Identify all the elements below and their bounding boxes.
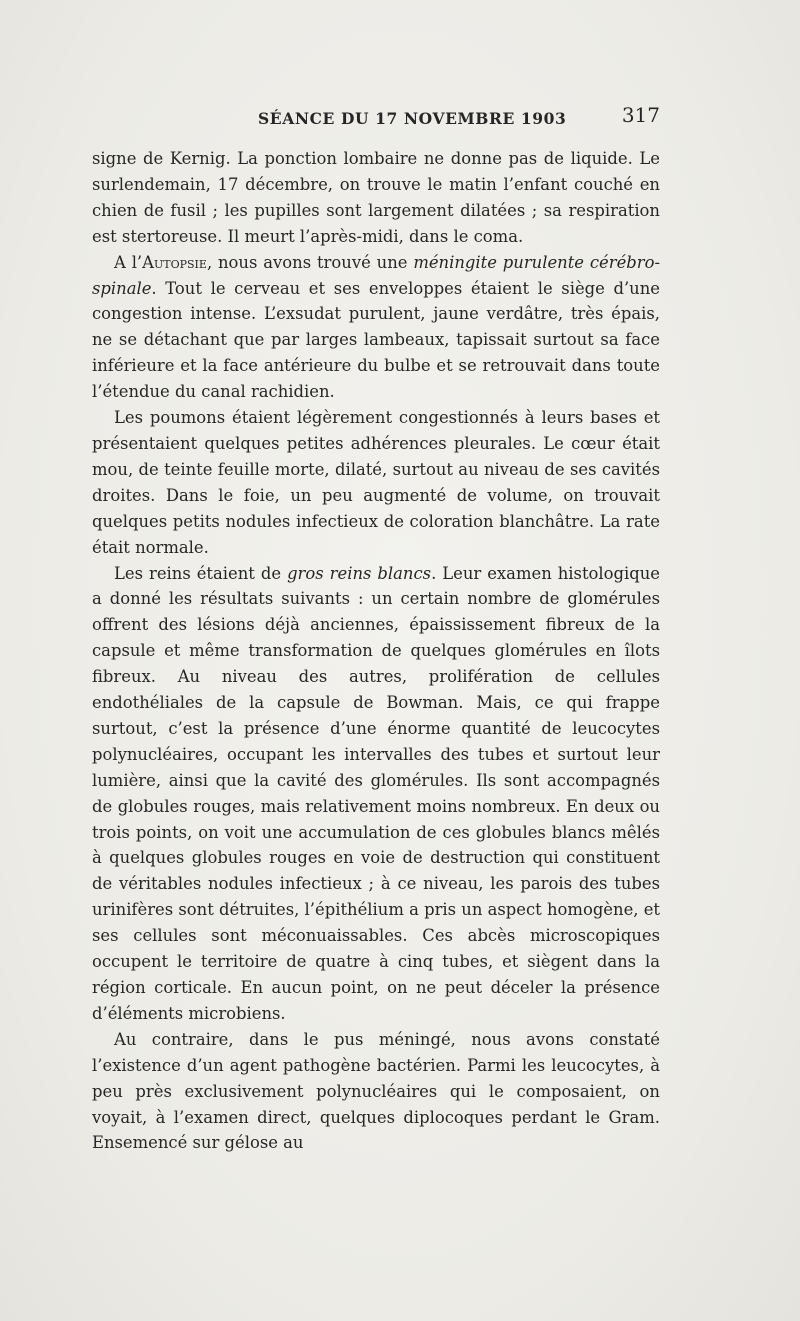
- kidneys-post: . Leur examen histologique a donné les résultats suivants : un certain nombre de glomérules offrent des lésions déjà anciennes, épaississement fibreux de la capsule et même transformation de quelques glomérules en îlots fibreux. Au niveau des autres, prolifération de cellules endothéliales de la capsule de Bowman. Mais, ce qui frappe surtout, c’est la présence d’une énorme quantité de leucocytes polynucléaires, occupant les intervalles des tubes et surtout leur lumière, ainsi que la cavité des glomérules. Ils sont accompagnés de globules rouges, mais relativement moins nombreux. En deux ou trois points, on voit une accumulation de ces globules blancs mêlés à quelques globules rouges en voie de destruction qui constituent de véritables nodules infectieux ; à ce niveau, les parois des tubes urinifères sont détruites, l’épithélium a pris un aspect homogène, et ses cellules sont méconuaissables. Ces abcès microscopiques occupent le territoire de quatre à cinq tubes, et siègent dans la région corticale. En aucun point, on ne peut déceler la présence d’éléments microbiens.: [92, 563, 660, 1023]
- paragraph-2: [92, 250, 660, 405]
- paragraph-3: Les poumons étaient légèrement congestionnés à leurs bases et présentaient quelques petites adhérences pleurales. Le cœur était mou, de teinte feuille morte, dilaté, surtout au niveau de ses cavités droites. Dans le foie, un peu augmenté de volume, on trouvait quelques petits nodules infectieux de coloration blanchâtre. La rate était normale.: [92, 408, 660, 557]
- page-header: [92, 103, 660, 133]
- running-title: SÉANCE DU 17 NOVEMBRE 1903: [258, 109, 567, 128]
- paragraph-5: Au contraire, dans le pus méningé, nous avons constaté l’existence d’un agent pathogène bactérien. Parmi les leucocytes, à peu près exclusivement polynucléaires qui le composaient, on voyait, à l’examen direct, quelques diplocoques perdant le Gram. Ensemencé sur gélose au: [92, 1029, 660, 1153]
- page-number: 317: [621, 103, 660, 127]
- paragraph-4: [92, 561, 660, 1027]
- diagnosis-italic: méningite purulente cérébro-spinale: [92, 252, 661, 298]
- autopsy-lead: A l’: [114, 252, 143, 272]
- kidneys-pre: Les reins étaient de: [114, 563, 288, 583]
- body-text: [92, 146, 660, 1156]
- autopsy-smallcaps: Autopsie: [142, 252, 207, 272]
- autopsy-post: . Tout le cerveau et ses enveloppes étaient le siège d’une congestion intense. L’exsudat purulent, jaune verdâtre, très épais, ne se détachant que par larges lambeaux, tapissait surtout sa face inférieure et la face antérieure du bulbe et se retrouvait dans toute l’étendue du canal rachidien.: [92, 278, 660, 402]
- kidneys-italic: gros reins blancs: [287, 563, 432, 583]
- autopsy-pre: , nous avons trouvé une: [206, 252, 414, 272]
- paragraph-1: signe de Kernig. La ponction lombaire ne donne pas de liquide. Le surlendemain, 17 décembre, on trouve le matin l’enfant couché en chien de fusil ; les pupilles sont largement dilatées ; sa respiration est stertoreuse. Il meurt l’après-midi, dans le coma.: [92, 149, 660, 246]
